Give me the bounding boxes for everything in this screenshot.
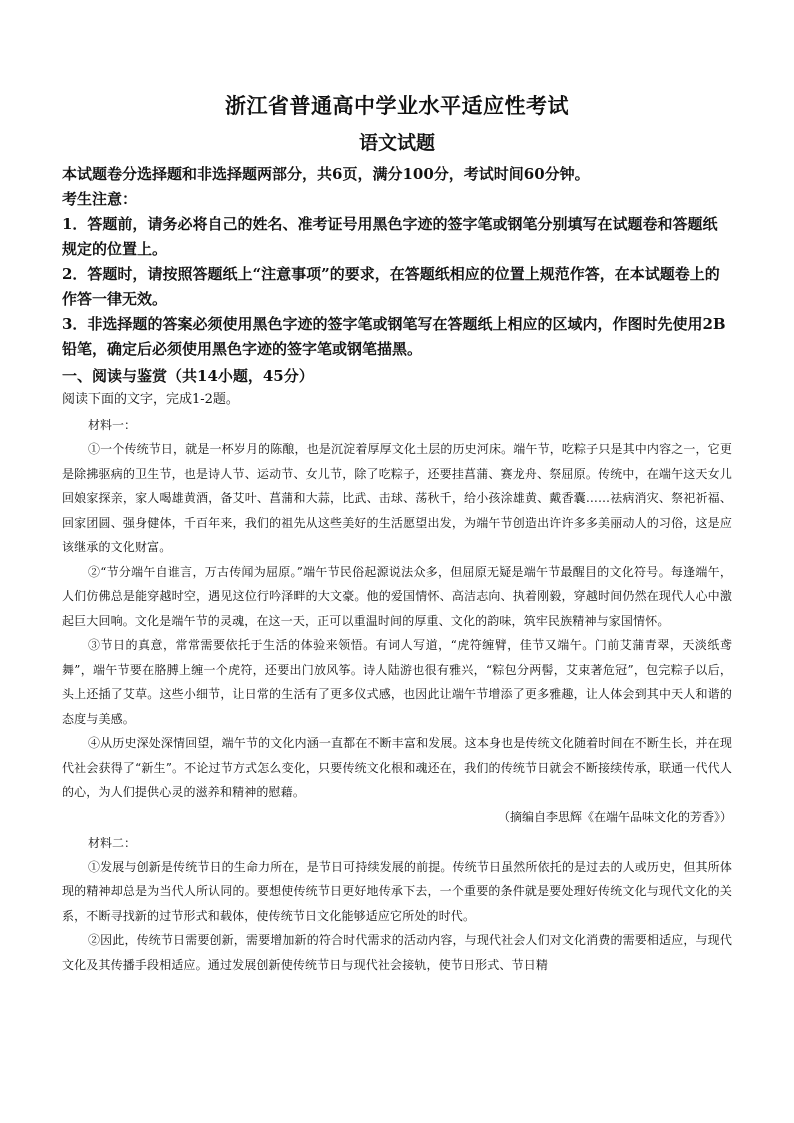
material-1-paragraph: ②“节分端午自谁言，万古传闻为屈原。”端午节民俗起源说法众多，但屈原无疑是端午节最醒目的文化符号。每逢端午，人们仿佛总是能穿越时空，遇见这位行吟泽畔的大文豪。他的爱国情怀、高洁志向、执着刚毅，穿越时间仍然在现代人心中激起巨大回响。文化是端午节的灵魂，在这一天，正可以重温时间的厚重、文化的韵味，筑牢民族精神与家国情怀。 [62,564,732,628]
material-2-label: 材料二： [88,835,137,850]
material-1-paragraph: ①一个传统节日，就是一杯岁月的陈酿，也是沉淀着厚厚文化土层的历史河床。端午节，吃粽子只是其中内容之一，它更是除拂驱病的卫生节，也是诗人节、运动节、女儿节，除了吃粽子，还要挂菖蒲、赛龙舟、祭屈原。传统中，在端午这天女儿回娘家探亲，家人喝雄黄酒，备艾叶、菖蒲和大蒜，比武、击球、荡秋千，给小孩涂雄黄、戴香囊……祛病消灾、祭祀祈福、回家团圆、强身健体，千百年来，我们的祖先从这些美好的生活愿望出发，为端午节创造出许许多多美丽动人的习俗，这是应该继承的文化财富。 [62,442,732,554]
section-heading: 一、阅读与鉴赏（共14小题，45分） [62,367,314,385]
material-1-label: 材料一： [88,418,137,432]
material-2-paragraph: ①发展与创新是传统节日的生命力所在，是节日可持续发展的前提。传统节日虽然所依托的是过去的人或历史，但其所体现的精神却总是为当代人所认同的。要想使传统节日更好地传承下去，一个重要的条件就是要处理好传统文化与现代文化的关系，不断寻找新的过节形式和载体，使传统节日文化能够适应它所处的时代。 [62,859,732,923]
exam-title: 浙江省普通高中学业水平适应性考试 [225,93,569,118]
exam-page [62,92,732,977]
material-2-paragraph: ②因此，传统节日需要创新，需要增加新的符合时代需求的活动内容，与现代社会人们对文化消费的需要相适应，与现代文化及其传播手段相适应。通过发展创新使传统节日与现代社会接轨，使节日形式、节日精 [62,933,732,972]
material-1-paragraph: ④从历史深处深情回望，端午节的文化内涵一直都在不断丰富和发展。这本身也是传统文化随着时间在不断生长，并在现代社会获得了“新生”。不论过节方式怎么变化，只要传统文化根和魂还在，我们的传统节日就会不断接续传承，联通一代代人的心，为人们提供心灵的滋养和精神的慰藉。 [62,736,732,799]
material-1-source: （摘编自李思辉《在端午品味文化的芳香》） [497,809,732,824]
material-1-paragraph: ③节日的真意，常常需要依托于生活的体验来领悟。有词人写道，“虎符缠臂，佳节又端午。门前艾蒲青翠，天淡纸鸢舞”，端午节要在胳膊上缠一个虎符，还要出门放风筝。诗人陆游也很有雅兴，“粽包分两髻，艾束著危冠”，包完粽子以后，头上还插了艾草。这些小细节，让日常的生活有了更多仪式感，也因此让端午节增添了更多雅趣，让人体会到其中天人和谐的态度与美感。 [62,638,732,726]
reading-instruction: 阅读下面的文字，完成1-2题。 [62,392,239,407]
notice-label: 考生注意： [62,190,138,208]
notice-item-3: 3．非选择题的答案必须使用黑色字迹的签字笔或钢笔写在答题纸上相应的区域内，作图时先使用2B铅笔，确定后必须使用黑色字迹的签字笔或钢笔描黑。 [62,315,726,358]
notice-item-2: 2．答题时，请按照答题纸上“注意事项”的要求，在答题纸相应的位置上规范作答，在本试题卷上的作答一律无效。 [62,265,720,308]
exam-subtitle: 语文试题 [358,132,435,154]
notice-item-1: 1．答题前，请务必将自己的姓名、准考证号用黑色字迹的签字笔或钢笔分别填写在试题卷和答题纸规定的位置上。 [62,215,718,258]
exam-summary: 本试题卷分选择题和非选择题两部分，共6页，满分100分，考试时间60分钟。 [62,165,590,183]
